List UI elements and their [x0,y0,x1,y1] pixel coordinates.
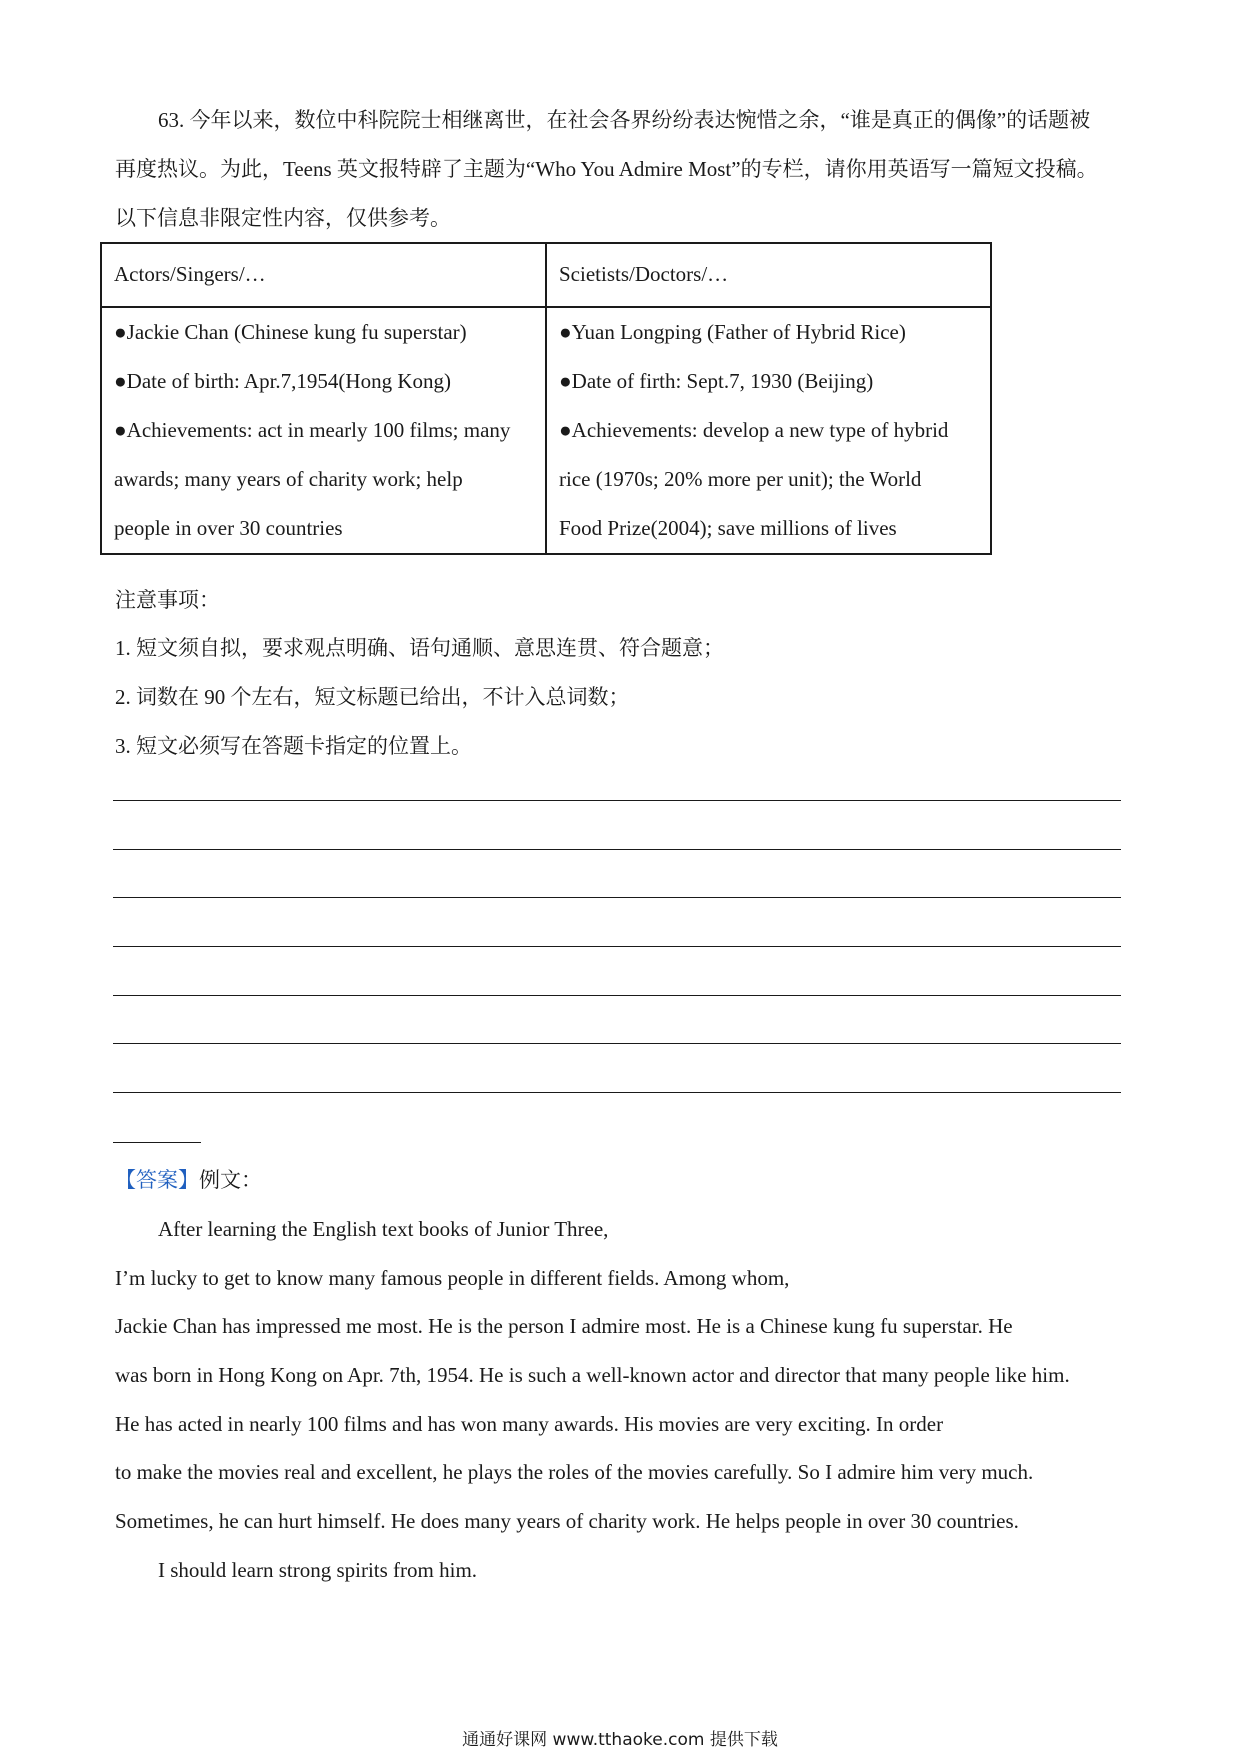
right-line: ●Date of firth: Sept.7, 1930 (Beijing) [559,369,874,393]
right-header: Scietists/Doctors/… [559,262,729,286]
question-line-1: 63. 今年以来，数位中科院院士相继离世，在社会各界纷纷表达惋惜之余，“谁是真正的偶像”的话题被 [158,108,1091,132]
answer-line: was born in Hong Kong on Apr. 7th, 1954. He is such a well-known actor and director that many people like him. [115,1363,1070,1387]
answer-tag: 【答案】 [115,1168,199,1192]
table-header-row [101,243,991,307]
note-item: 3. 短文必须写在答题卡指定的位置上。 [115,734,472,758]
right-line: Food Prize(2004); save millions of lives [559,516,897,540]
writing-line [113,849,1121,850]
left-header: Actors/Singers/… [114,262,266,286]
writing-line [113,897,1121,898]
notes-title: 注意事项： [115,588,220,612]
right-header-cell [546,243,991,307]
writing-line [113,800,1121,801]
left-line: ●Achievements: act in mearly 100 films; many [114,418,511,442]
note-item: 1. 短文须自拟，要求观点明确、语句通顺、意思连贯、符合题意； [115,636,724,660]
question-line-2: 再度热议。为此，Teens 英文报特辟了主题为“Who You Admire Most”的专栏，请你用英语写一篇短文投稿。 [115,157,1098,181]
left-line: awards; many years of charity work; help [114,467,463,491]
separator-rule [113,1142,201,1143]
page-footer: 通通好课网 www.tthaoke.com 提供下载 [462,1730,778,1750]
answer-line: Sometimes, he can hurt himself. He does many years of charity work. He helps people in over 30 countries. [115,1509,1019,1533]
right-line: ●Achievements: develop a new type of hybrid [559,418,949,442]
writing-line [113,946,1121,947]
left-header-cell [101,243,546,307]
answer-line: He has acted in nearly 100 films and has won many awards. His movies are very exciting. In order [115,1412,944,1436]
answer-line: I should learn strong spirits from him. [158,1558,478,1582]
question-line-3: 以下信息非限定性内容，仅供参考。 [115,206,451,230]
right-line: rice (1970s; 20% more per unit); the World [559,467,922,491]
answer-line: to make the movies real and excellent, he plays the roles of the movies carefully. So I admire him very much. [115,1460,1034,1484]
writing-line [113,1043,1121,1044]
answer-label: 例文： [199,1168,262,1192]
left-line: ●Jackie Chan (Chinese kung fu superstar) [114,320,467,344]
right-line: ●Yuan Longping (Father of Hybrid Rice) [559,320,906,344]
left-body-cell [101,307,546,554]
answer-line: I’m lucky to get to know many famous people in different fields. Among whom, [115,1266,790,1290]
left-line: people in over 30 countries [114,516,343,540]
answer-line: Jackie Chan has impressed me most. He is the person I admire most. He is a Chinese kung fu superstar. He [115,1314,1013,1338]
writing-line [113,995,1121,996]
left-line: ●Date of birth: Apr.7,1954(Hong Kong) [114,369,451,393]
answer-line: After learning the English text books of Junior Three, [158,1217,609,1241]
reference-table [100,242,992,555]
writing-line [113,1092,1121,1093]
table-body-row [101,307,991,554]
answer-heading [115,1166,262,1194]
note-item: 2. 词数在 90 个左右，短文标题已给出，不计入总词数； [115,685,630,709]
right-body-cell [546,307,991,554]
